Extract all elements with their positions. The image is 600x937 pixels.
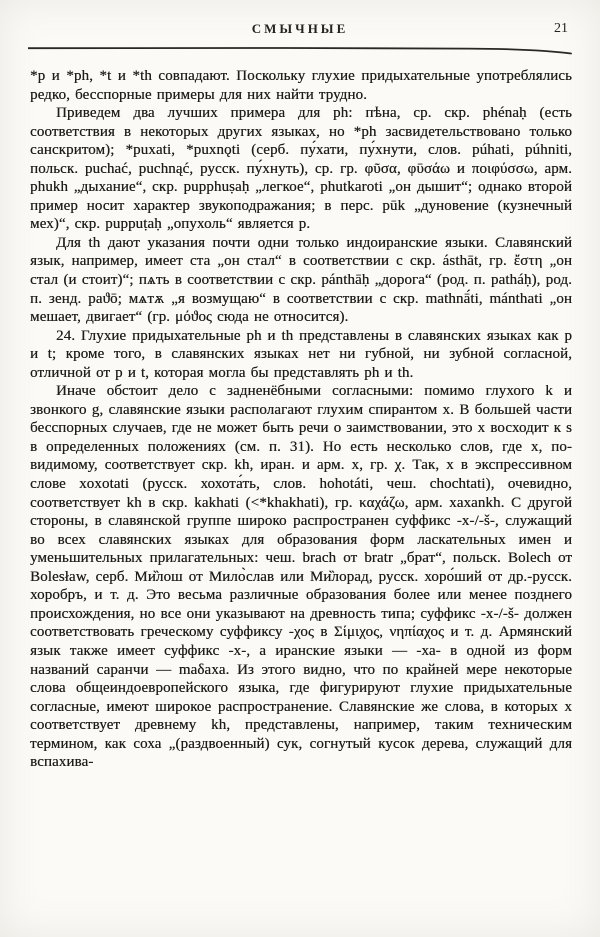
paragraph-velar-spirant: Иначе обстоит дело с задненёбными согласными: помимо глухого k и звонкого g, славянские языки располагают глухим спирантом x. В большей части бесспорных случаев, где не может быть речи о заимствовании, это x восходит к s в определенных положениях (см. п. 31). Но есть несколько слов, где x, по-видимому, соответствует скр. kh, иран. и арм. x, гр. χ. Так, x в экспрессивном слове xoxotati (русск. хохота́ть, слов. hohotáti, чеш. chochtati), очевидно, соответствует kh в скр. kakhati (<*khakhati), гр. καχάζω, арм. xaxankh. С другой стороны, в славянской группе широко распространен суффикс -x-/-š-, служащий во всех славянских языках для образования форм ласкательных имен и уменьшительных прилагательных: чеш. brach от bratr „брат“, польск. Bolech от Bolesław, серб. Ми̏лош от Мило̀слав или Ми̏лорад, русск. хоро́ший от др.-русск. хоробръ, и т. д. Это весьма различные образования более или менее позднего происхождения, но все они указывают на древность типа; суффикс -x-/-š- должен соответствовать греческому суффиксу -χος в Σίμιχος, νηπίαχος и т. д. Армянский язык также имеет суффикс -x-, а иранские языки — -xa- в одной из форм названий саранчи — maδaxa. Из этого видно, что по крайней мере некоторые слова общеиндоевропейского языка, где фигурируют глухие придыхательные согласные, имеют широкое распространение. Славянские же слова, в которых x соответствует древнему kh, представлены, например, таким техническим термином, как соха „(раздвоенный) сук, согнутый кусок дерева, служащий для вспахива- (30, 383, 572, 771)
page-number: 21 (554, 21, 568, 36)
page-header (0, 0, 600, 43)
paragraph-ph-examples: Приведем два лучших примера для ph: пѣна, ср. скр. phénaḥ (есть соответствия в некоторых других языках, но *ph засвидетельствовано только санскритом); *puxati, *puxnǫti (серб. пу́хати, пу́хнути, слов. púhati, púhniti, польск. puchać, puchnąć, русск. пу́хнуть), ср. гр. φῦσα, φῡσάω и ποιφύσσω, арм. phukh „дыхание“, скр. pupphuṣaḥ „легкое“, phutkaroti „он дышит“; однако второй пример носит характер звукоподражания; в перс. pūk „дуновение (кузнечный мех)“, скр. puppuṭaḥ „опухоль“ является p. (30, 105, 572, 233)
paragraph-continuation: *p и *ph, *t и *th совпадают. Поскольку глухие придыхательные употреблялись редко, бесспорные примеры для них найти трудно. (30, 68, 572, 103)
page-body (0, 55, 600, 772)
header-rule (28, 45, 572, 55)
paragraph-th-examples: Для th дают указания почти одни только индоиранские языки. Славянский язык, например, имеет ста „он стал“ в соответствии с скр. ásthāt, гр. ἔστη „он стал (и стоит)“; пѧть в соответствии с скр. pánthāḥ „дорога“ (род. п. patháḥ), род. п. зенд. paϑō; мѧтѫ „я возмущаю“ в соответствии с скр. mathnā́ti, mánthati „он мешает, двигает“ (гр. μόϑος сюда не относится). (30, 234, 572, 326)
paragraph-section-24: 24. Глухие придыхательные ph и th представлены в славянских языках как p и t; кроме того, в славянских языках нет ни губной, ни зубной согласной, отличной от p и t, которая могла бы представлять ph и th. (30, 327, 572, 381)
running-title: СМЫЧНЫЕ (251, 21, 349, 36)
